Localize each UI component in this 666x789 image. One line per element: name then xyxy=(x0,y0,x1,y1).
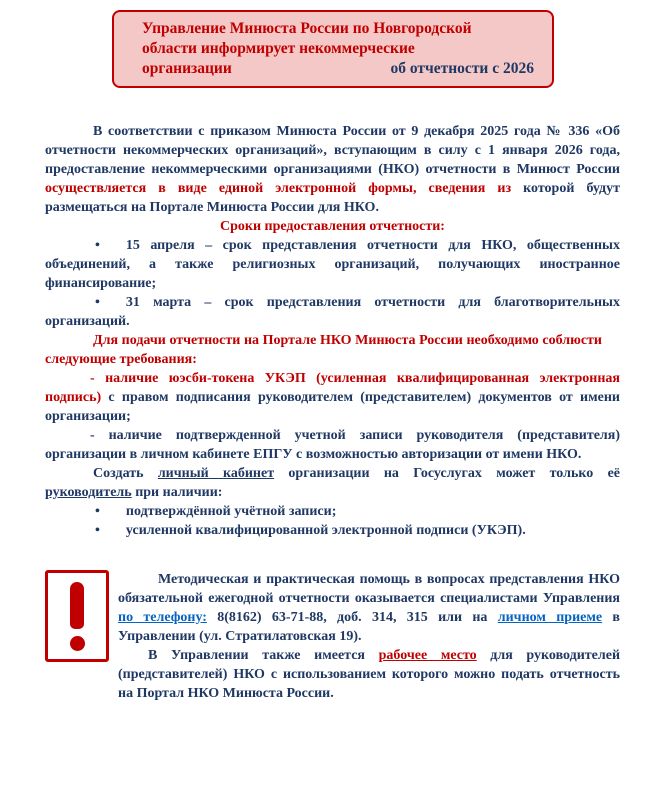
header-title-line3-left: организации xyxy=(142,60,232,77)
document-body xyxy=(45,122,620,540)
paragraph-requirement-token xyxy=(45,369,620,426)
bullet-text-march: 31 марта – срок представления отчетности для благотворительных организаций. xyxy=(45,295,620,329)
header-title-line2: области информирует некоммерческие xyxy=(142,40,415,57)
text-segment: с правом подписания руководителем (представителем) документов от имени организации; xyxy=(45,390,620,424)
text-segment: следующие требования: xyxy=(45,352,197,367)
paragraph-help-contacts xyxy=(118,570,620,646)
header-title-line3-right: об отчетности с 2026 xyxy=(390,60,534,77)
text-segment: В Управлении также имеется xyxy=(148,648,379,663)
exclamation-dot xyxy=(70,636,85,651)
text-segment: организации на Госуслугах может только её xyxy=(274,466,620,481)
bullet-text-account: подтверждённой учётной записи; xyxy=(125,504,337,519)
bullet-item-ukep xyxy=(45,521,620,540)
document-page xyxy=(0,10,666,789)
paragraph-requirements-intro xyxy=(45,331,620,369)
bullet-icon: • xyxy=(95,523,100,538)
text-segment: для руководителей (представителей) НКО с использованием которого можно подать отчетность на Портал НКО Минюста России. xyxy=(118,648,621,701)
paragraph-intro xyxy=(45,122,620,217)
text-segment: при наличии: xyxy=(131,485,223,500)
text-segment: Для подачи отчетности на Портале НКО Минюста России необходимо соблюсти xyxy=(93,333,602,348)
text-segment: в Управлении (ул. Стратилатовская 19). xyxy=(118,610,620,644)
workplace-link[interactable]: рабочее место xyxy=(378,648,477,663)
help-section xyxy=(45,570,620,703)
header-title-line1: Управление Минюста России по Новгородской xyxy=(142,20,472,37)
header-title-line3 xyxy=(142,59,534,79)
paragraph-requirement-epgu: - наличие подтвержденной учетной записи руководителя (представителя) организации в личном кабинете ЕПГУ с возможностью авторизации от имени НКО. xyxy=(45,428,620,462)
header-banner xyxy=(112,10,554,88)
text-segment: Методическая и практическая помощь в вопросах представления НКО обязательной ежегодной отчетности оказывается специалистами Управления xyxy=(118,572,620,606)
bullet-item-march xyxy=(45,293,620,331)
text-segment: осуществляется в виде единой электронной формы, сведения из xyxy=(45,181,524,196)
text-segment: 8(8162) 63-71-88, доб. 314, 315 или на xyxy=(206,610,498,625)
text-segment: Создать xyxy=(93,466,158,481)
paragraph-workplace xyxy=(118,646,620,703)
exclamation-bar xyxy=(70,582,84,629)
text-segment: личный кабинет xyxy=(157,466,275,481)
help-text-block xyxy=(118,570,620,703)
phone-link[interactable]: по телефону: xyxy=(118,610,207,625)
text-segment: руководитель xyxy=(45,485,132,500)
visit-link[interactable]: личном приеме xyxy=(497,610,603,625)
bullet-icon: • xyxy=(95,295,100,310)
warning-box xyxy=(45,570,109,662)
bullet-icon: • xyxy=(95,238,100,253)
text-segment: В соответствии с приказом Минюста России от 9 декабря 2025 года № 336 «Об отчетности некоммерческих организаций», вступающим в силу с 1 января 2026 года, предоставление некоммерческими организациями (НКО) отчетности в Минюст России xyxy=(45,124,620,177)
bullet-item-account xyxy=(45,502,620,521)
paragraph-create-account xyxy=(45,464,620,502)
bullet-text-ukep: усиленной квалифицированной электронной подписи (УКЭП). xyxy=(125,523,526,538)
bullet-item-april xyxy=(45,236,620,293)
heading-deadlines: Сроки предоставления отчетности: xyxy=(220,219,445,234)
exclamation-icon xyxy=(70,582,85,651)
bullet-icon: • xyxy=(95,504,100,519)
bullet-text-april: 15 апреля – срок представления отчетности для НКО, общественных объединений, а также религиозных организаций, получающих иностранное финансирование; xyxy=(45,238,620,291)
text-segment: - наличие юэсби-токена УКЭП (усиленная квалифицированная электронная подпись) xyxy=(45,371,620,405)
text-segment: которой будут размещаться на Портале Минюста России для НКО. xyxy=(45,181,620,215)
